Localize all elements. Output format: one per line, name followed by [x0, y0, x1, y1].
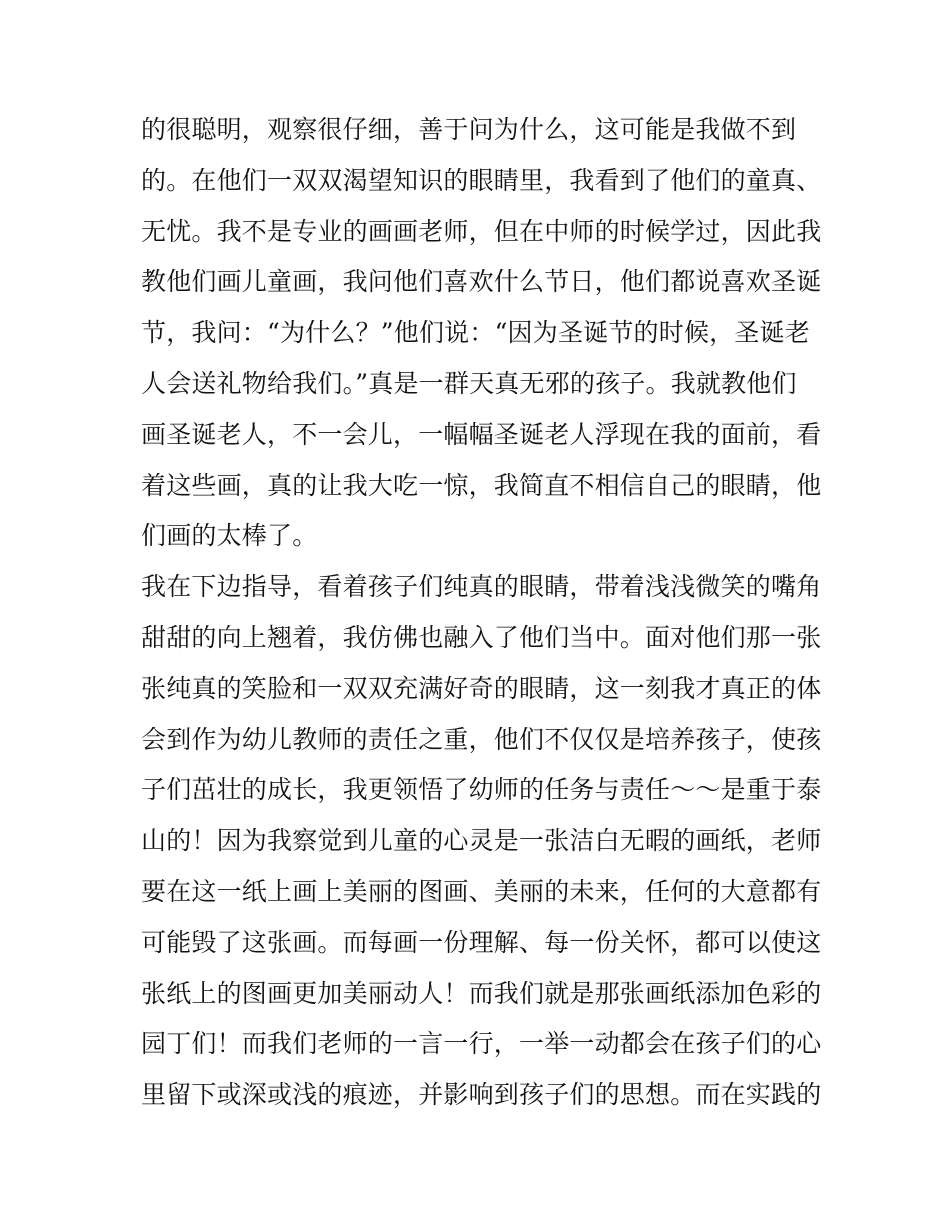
- text-line: 教他们画儿童画，我问他们喜欢什么节日，他们都说喜欢圣诞: [141, 267, 822, 297]
- text-line: 张纸上的图画更加美丽动人！而我们就是那张画纸添加色彩的: [141, 978, 822, 1008]
- text-line: 画圣诞老人，不一会儿，一幅幅圣诞老人浮现在我的面前，看: [141, 419, 822, 449]
- body-text: [141, 105, 821, 1121]
- text-line: 山的！因为我察觉到儿童的心灵是一张洁白无暇的画纸，老师: [141, 826, 822, 856]
- text-line: 人会送礼物给我们。”真是一群天真无邪的孩子。我就教他们: [141, 368, 797, 398]
- text-line: 们画的太棒了。: [141, 521, 318, 551]
- text-line: 里留下或深或浅的痕迹，并影响到孩子们的思想。而在实践的: [141, 1080, 822, 1110]
- text-line: 的很聪明，观察很仔细，善于问为什么，这可能是我做不到: [141, 115, 797, 144]
- text-line: 张纯真的笑脸和一双双充满好奇的眼睛，这一刻我才真正的体: [141, 673, 822, 703]
- text-line: 可能毁了这张画。而每画一份理解、每一份关怀，都可以使这: [141, 927, 822, 957]
- text-line: 要在这一纸上画上美丽的图画、美丽的未来，任何的大意都有: [141, 876, 822, 906]
- text-line: 甜甜的向上翘着，我仿佛也融入了他们当中。面对他们那一张: [141, 622, 822, 652]
- text-line: 会到作为幼儿教师的责任之重，他们不仅仅是培养孩子，使孩: [141, 724, 822, 754]
- text-line: 着这些画，真的让我大吃一惊，我简直不相信自己的眼睛，他: [141, 470, 822, 500]
- text-line: 无忧。我不是专业的画画老师，但在中师的时候学过，因此我: [141, 216, 822, 246]
- text-line: 园丁们！而我们老师的一言一行，一举一动都会在孩子们的心: [141, 1029, 822, 1059]
- text-line: 我在下边指导，看着孩子们纯真的眼睛，带着浅浅微笑的嘴角: [141, 572, 822, 602]
- text-line: 的。在他们一双双渴望知识的眼睛里，我看到了他们的童真、: [141, 165, 822, 195]
- text-line: 节，我问：“为什么？”他们说：“因为圣诞节的时候，圣诞老: [141, 318, 810, 348]
- text-line: 子们茁壮的成长，我更领悟了幼师的任务与责任～～是重于泰: [141, 775, 822, 805]
